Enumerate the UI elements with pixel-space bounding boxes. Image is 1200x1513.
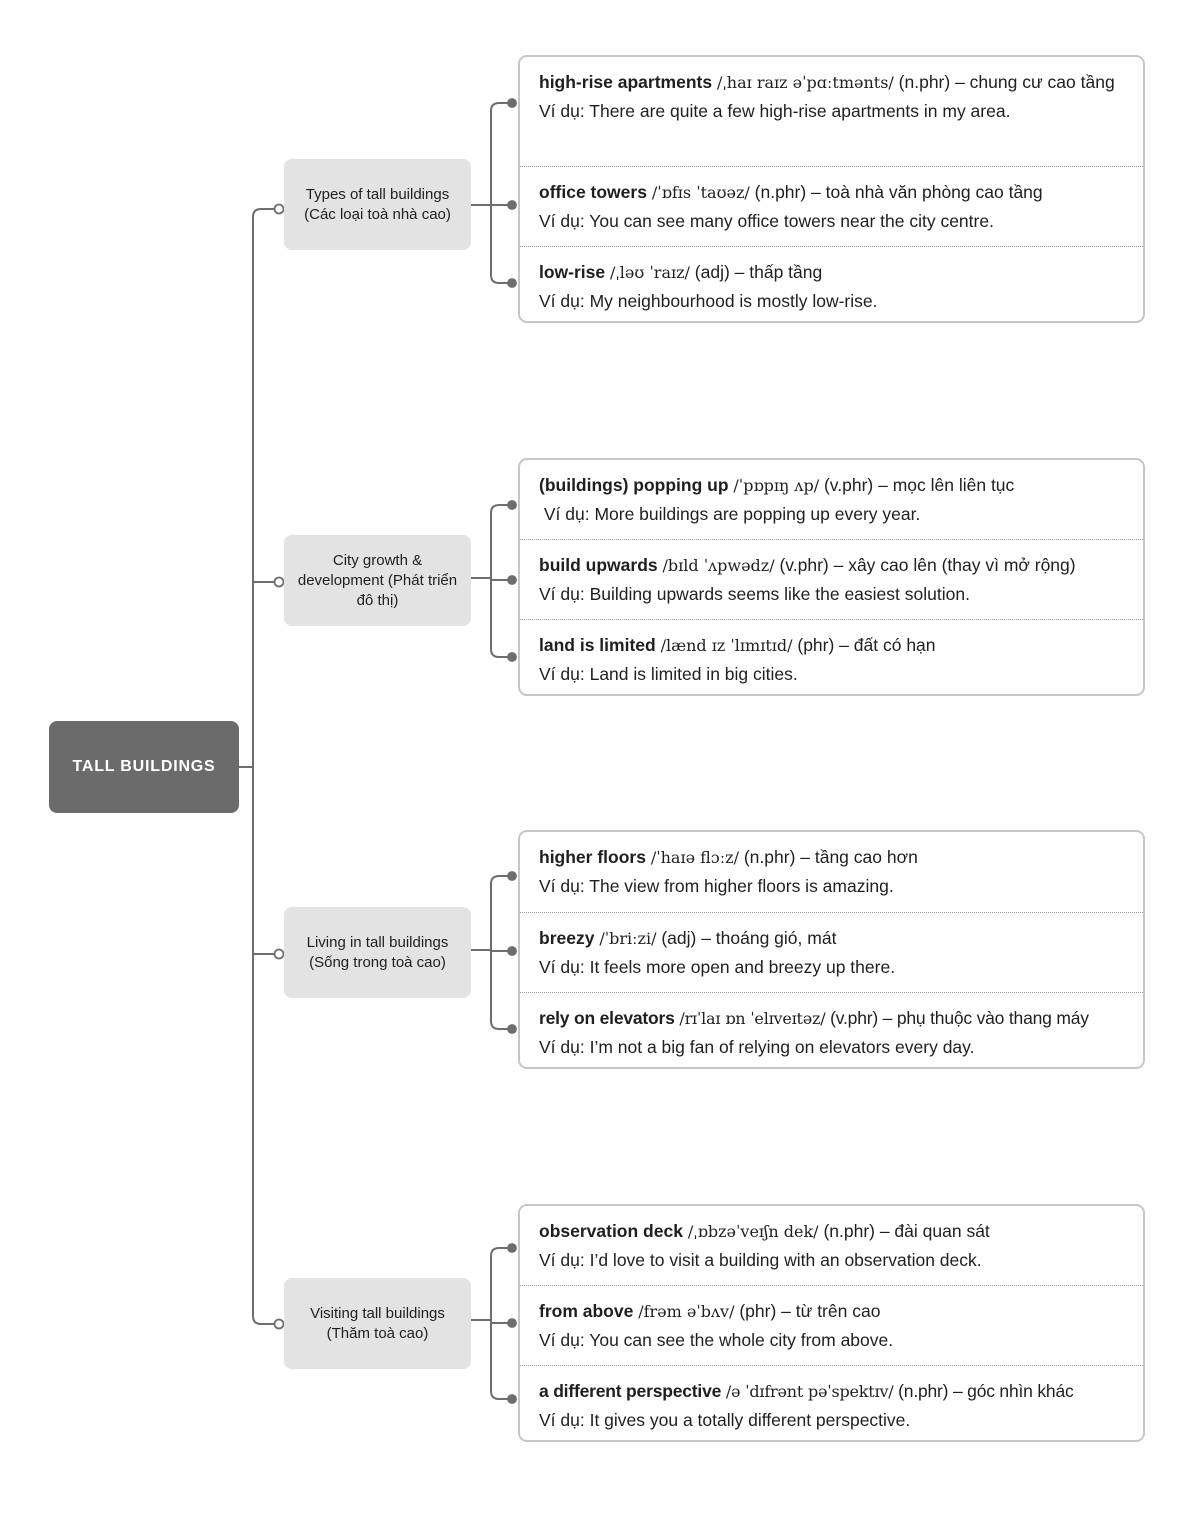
vocab-definition: (n.phr) – tầng cao hơn xyxy=(743,847,918,867)
vocab-entry xyxy=(520,1365,1143,1440)
entry-connector-dot xyxy=(508,1244,516,1252)
root-node xyxy=(49,721,239,813)
branch-label: Living in tall buildings (Sống trong toà cao) xyxy=(306,933,449,971)
vocab-ipa: /rɪˈlaɪ ɒn ˈelɪveɪtəz/ xyxy=(679,1009,826,1028)
branch-label: City growth & development (Phát triển đô thị) xyxy=(297,551,458,609)
vocab-entry xyxy=(520,57,1143,166)
vocab-word: office towers xyxy=(539,182,647,202)
branch-label: Visiting tall buildings (Thăm toà cao) xyxy=(310,1304,445,1342)
vocab-entry xyxy=(520,832,1143,912)
entry-connector-dot xyxy=(508,1319,516,1327)
branch-label: Types of tall buildings (Các loại toà nhà cao) xyxy=(304,185,451,223)
vocab-example: Ví dụ: It gives you a totally different perspective. xyxy=(539,1410,911,1430)
vocab-definition: (phr) – từ trên cao xyxy=(739,1301,881,1321)
vocab-definition: (v.phr) – mọc lên liên tục xyxy=(823,475,1015,495)
vocab-example: Ví dụ: My neighbourhood is mostly low-rise. xyxy=(539,291,878,311)
vocab-entry xyxy=(520,912,1143,992)
vocab-ipa: /lænd ɪz ˈlɪmɪtɪd/ xyxy=(660,636,793,655)
trunk-line xyxy=(253,209,279,1324)
vocab-ipa: /ˈbriːzi/ xyxy=(599,929,657,948)
vocab-word: high-rise apartments xyxy=(539,72,713,92)
vocab-definition: (adj) – thấp tầng xyxy=(694,262,823,282)
branch-city-growth xyxy=(284,535,471,626)
vocab-ipa: /ˌləʊ ˈraɪz/ xyxy=(610,263,690,282)
vocab-word: from above xyxy=(539,1301,634,1321)
vocab-card-living xyxy=(518,830,1145,1069)
entry-connector-dot xyxy=(508,576,516,584)
vocab-ipa: /ˈɒfɪs ˈtaʊəz/ xyxy=(651,183,750,202)
vocab-ipa: /ˈhaɪə flɔːz/ xyxy=(650,848,739,867)
vocab-example: Ví dụ: It feels more open and breezy up there. xyxy=(539,957,896,977)
entry-connector-dot xyxy=(508,201,516,209)
vocab-definition: (v.phr) – xây cao lên (thay vì mở rộng) xyxy=(779,555,1076,575)
entry-connector-dot xyxy=(508,99,516,107)
vocab-ipa: /ˌhaɪ raɪz əˈpɑːtmənts/ xyxy=(716,73,894,92)
vocab-definition: (adj) – thoáng gió, mát xyxy=(661,928,837,948)
vocab-word: build upwards xyxy=(539,555,658,575)
vocab-example: Ví dụ: You can see many office towers near the city centre. xyxy=(539,211,994,231)
vocab-definition: (n.phr) – toà nhà văn phòng cao tầng xyxy=(754,182,1043,202)
vocab-entry xyxy=(520,246,1143,321)
entry-connector-dot xyxy=(508,872,516,880)
branch-connector-dot xyxy=(275,205,284,214)
branch-types-of-tall-buildings xyxy=(284,159,471,250)
vocab-word: observation deck xyxy=(539,1221,683,1241)
vocab-definition: (v.phr) – phụ thuộc vào thang máy xyxy=(830,1008,1089,1028)
vocab-entry xyxy=(520,539,1143,619)
vocab-word: land is limited xyxy=(539,635,656,655)
vocab-entry xyxy=(520,1285,1143,1365)
vocab-entry xyxy=(520,166,1143,246)
vocab-entry xyxy=(520,1206,1143,1285)
vocab-definition: (n.phr) – chung cư cao tầng xyxy=(898,72,1115,92)
vocab-ipa: /bɪld ˈʌpwədz/ xyxy=(662,556,775,575)
branch-living-in-tall-buildings xyxy=(284,907,471,998)
vocab-entry xyxy=(520,992,1143,1067)
entry-connector-dot xyxy=(508,653,516,661)
vocab-definition: (phr) – đất có hạn xyxy=(797,635,936,655)
entry-connector-dot xyxy=(508,501,516,509)
entry-connector-dot xyxy=(508,1395,516,1403)
vocab-example: Ví dụ: Building upwards seems like the easiest solution. xyxy=(539,584,970,604)
root-label: TALL BUILDINGS xyxy=(72,758,216,775)
vocab-word: low-rise xyxy=(539,262,606,282)
vocab-word: rely on elevators xyxy=(539,1008,675,1028)
vocab-word: breezy xyxy=(539,928,595,948)
branch-connector-dot xyxy=(275,1320,284,1329)
vocab-example: Ví dụ: I’m not a big fan of relying on elevators every day. xyxy=(539,1037,975,1057)
vocab-card-city-growth xyxy=(518,458,1145,696)
vocab-definition: (n.phr) – đài quan sát xyxy=(823,1221,990,1241)
vocab-entry xyxy=(520,460,1143,539)
entry-connector-dot xyxy=(508,947,516,955)
vocab-example: Ví dụ: I’d love to visit a building with an observation deck. xyxy=(539,1250,982,1270)
vocab-ipa: /ə ˈdɪfrənt pəˈspektɪv/ xyxy=(725,1382,894,1401)
vocab-word: higher floors xyxy=(539,847,646,867)
branch-visiting-tall-buildings xyxy=(284,1278,471,1369)
vocab-ipa: /frəm əˈbʌv/ xyxy=(638,1302,735,1321)
vocab-example: Ví dụ: There are quite a few high-rise apartments in my area. xyxy=(539,101,1011,121)
entry-fork-line xyxy=(491,103,512,283)
entry-connector-dot xyxy=(508,1025,516,1033)
vocab-word: a different perspective xyxy=(539,1381,722,1401)
vocab-card-visiting xyxy=(518,1204,1145,1442)
vocab-example: Ví dụ: The view from higher floors is amazing. xyxy=(539,876,894,896)
vocab-word: (buildings) popping up xyxy=(539,475,729,495)
vocab-example: Ví dụ: You can see the whole city from above. xyxy=(539,1330,894,1350)
branch-connector-dot xyxy=(275,578,284,587)
vocab-ipa: /ˈpɒpɪŋ ʌp/ xyxy=(733,476,820,495)
vocab-example: Ví dụ: More buildings are popping up every year. xyxy=(539,504,921,524)
entry-connector-dot xyxy=(508,279,516,287)
vocab-ipa: /ˌɒbzəˈveɪʃn dek/ xyxy=(687,1222,819,1241)
branch-connector-dot xyxy=(275,950,284,959)
vocab-example: Ví dụ: Land is limited in big cities. xyxy=(539,664,798,684)
vocab-definition: (n.phr) – góc nhìn khác xyxy=(898,1381,1074,1401)
vocab-entry xyxy=(520,619,1143,694)
vocab-card-types xyxy=(518,55,1145,323)
